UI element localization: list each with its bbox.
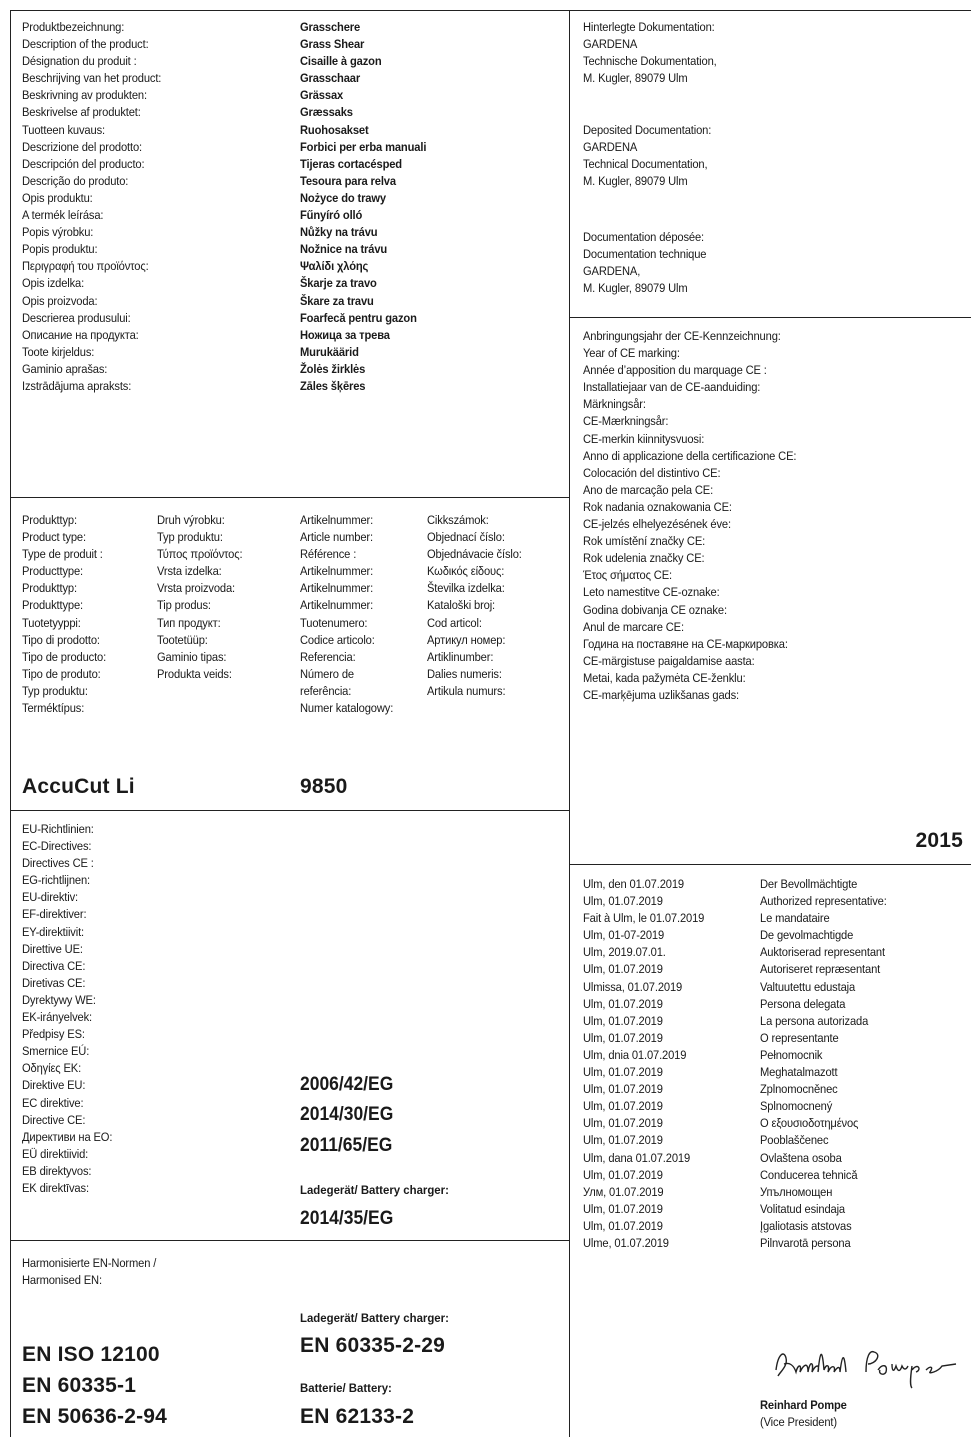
representative-line: Pełnomocnik [760,1047,823,1062]
date-line: Ulm, 01.07.2019 [583,1201,663,1216]
representative-line: Ovlaštena osoba [760,1150,842,1165]
article-label: Artikelnummer: [300,598,374,613]
representative-line: Ο εξουσιοδοτημένος [760,1116,859,1131]
type-label: Produkta veids: [157,666,232,681]
date-line: Ulm, dnia 01.07.2019 [583,1047,687,1062]
representative-line: Volitatud esindaja [760,1201,845,1216]
product-name: Foarfecă pentru gazon [300,310,417,325]
signature-dates [583,876,704,1252]
ce-year-label: CE-märgistuse paigaldamise aasta: [583,653,755,668]
documentation-line: Hinterlegte Dokumentation: [583,20,715,34]
product-label: Opis produktu: [22,190,93,205]
representative-line: Der Bevollmächtigte [760,877,858,891]
ce-year-label: Anbringungsjahr der CE-Kennzeichnung: [583,329,781,343]
left-top-border [10,10,569,11]
ce-year-label: Année d’apposition du marquage CE : [583,363,767,378]
product-name: Grasschaar [300,71,361,86]
type-label: Druh výrobku: [157,513,225,527]
date-line: Улм, 01.07.2019 [583,1184,664,1199]
type-label: Producttype: [22,564,83,579]
product-label: Descripción del producto: [22,156,145,171]
date-line: Ulm, 01.07.2019 [583,1030,663,1045]
product-name: Škarje za travo [300,276,377,291]
directive-label: EK-irányelvek: [22,1010,93,1025]
product-name: Nożyce do trawy [300,190,386,205]
documentation-line: Documentation déposée: [583,230,705,244]
divider-signature [569,864,971,865]
article-label: Artikelnummer: [300,581,374,596]
directive-label: EC-Directives: [22,839,92,854]
ce-year-label: CE-merkin kiinnitysvuosi: [583,431,705,446]
directive-label: EB direktyvos: [22,1163,92,1178]
signature-image [770,1342,960,1394]
product-label: Opis proizvoda: [22,293,98,308]
type-label: Typ produktu: [157,530,223,545]
article-label: Cikkszámok: [427,513,489,527]
documentation-line: GARDENA [583,37,638,52]
ce-year-label: Year of CE marking: [583,346,680,361]
product-label: Opis izdelka: [22,276,85,291]
directive-label: EF-direktiver: [22,907,87,922]
documentation-line: M. Kugler, 89079 Ulm [583,71,688,86]
product-label: Tuotteen kuvaus: [22,122,105,137]
ce-year-label: CE-marķējuma uzlikšanas gads: [583,687,739,702]
divider-product-type [10,497,569,498]
representative-line: Valtuutettu edustaja [760,979,856,994]
documentation-de [583,19,717,87]
directive-1: 2006/42/EG [300,1074,394,1095]
type-label: Tipo de producto: [22,649,107,664]
product-name: Ψαλίδι χλόης [300,259,369,274]
date-line: Ulm, 01.07.2019 [583,962,663,977]
product-label: A termék leírása: [22,208,104,223]
article-label: Tuotenumero: [300,615,368,630]
documentation-line: Technical Documentation, [583,157,708,172]
directive-label: EG-richtlijnen: [22,873,91,888]
standard-3: EN 50636-2-94 [22,1405,168,1428]
directive-label: Directives CE : [22,856,94,871]
signer-title: (Vice President) [760,1415,837,1429]
article-number-labels [300,512,393,717]
representative-line: Pilnvarotā persona [760,1235,851,1250]
product-name: Ножица за трева [300,327,390,342]
directive-labels [22,821,112,1197]
representative-line: Pooblaščenec [760,1133,829,1148]
standard-1: EN ISO 12100 [22,1343,160,1366]
date-line: Ulm, 01.07.2019 [583,1082,663,1097]
type-label: Тип продукт: [157,615,221,630]
article-label: Kataloški broj: [427,598,496,613]
directive-label: Dyrektywy WE: [22,992,96,1007]
representative-line: Упълномощен [760,1184,833,1199]
directive-label: EÜ direktiivid: [22,1146,89,1161]
center-divider [569,10,570,1437]
product-label: Beschrijving van het product: [22,71,162,86]
documentation-line: Technische Dokumentation, [583,54,717,69]
representative-line: O representante [760,1030,839,1045]
ce-year-label: Rok umístění značky CE: [583,534,706,549]
type-label: Type de produit : [22,547,103,562]
representative-line: Autoriseret repræsentant [760,962,881,977]
product-label: Toote kirjeldus: [22,344,95,359]
standard-2: EN 60335-1 [22,1374,137,1397]
directive-label: Directiva CE: [22,958,86,973]
article-number-labels-2 [427,512,522,700]
product-label: Produktbezeichnung: [22,20,125,34]
ce-year-label: Installatiejaar van de CE-aanduiding: [583,380,761,395]
product-label: Gaminio aprašas: [22,361,108,376]
product-names [300,19,426,395]
documentation-line: GARDENA, [583,264,641,279]
product-name: Græssaks [300,105,353,120]
product-name: Grässax [300,88,344,103]
type-label: Gaminio tipas: [157,649,227,664]
type-label: Tootetüüp: [157,632,208,647]
product-name: Murukäärid [300,344,359,359]
product-name: Forbici per erba manuali [300,139,427,154]
representative-line: Le mandataire [760,911,830,926]
battery-standard: EN 62133-2 [300,1405,415,1428]
ce-year-label: Metai, kada pažymėta CE-ženklu: [583,670,746,685]
article-label: Cod articol: [427,615,482,630]
date-line: Ulm, 01.07.2019 [583,1065,663,1080]
type-label: Typ produktu: [22,683,88,698]
type-label: Tip produs: [157,598,211,613]
date-line: Fait à Ulm, le 01.07.2019 [583,911,705,926]
date-line: Ulm, dana 01.07.2019 [583,1150,691,1165]
product-name: Tesoura para relva [300,173,396,188]
directive-label: Předpisy ES: [22,1027,85,1042]
type-label: Product type: [22,530,86,545]
type-label: Vrsta proizvoda: [157,581,236,596]
documentation-line: M. Kugler, 89079 Ulm [583,281,688,296]
battery-label: Batterie/ Battery: [300,1381,392,1395]
article-label: Objednávacie číslo: [427,547,522,562]
product-name: Grasschere [300,20,361,34]
date-line: Ulm, 01.07.2019 [583,1116,663,1131]
product-name: Tijeras cortacésped [300,156,402,171]
type-label: Tipo de produto: [22,666,101,681]
product-name: Škare za travu [300,293,374,308]
type-label: Produkttyp: [22,581,77,596]
representative-line: Auktoriserad representant [760,945,885,960]
directive-label: Директиви на ЕО: [22,1129,113,1144]
ce-year-label: Ano de marcação pela CE: [583,482,714,497]
article-label: Référence : [300,547,357,562]
product-label: Περιγραφή του προϊόντος: [22,259,149,274]
date-line: Ulm, 01-07-2019 [583,928,665,943]
product-label: Description of the product: [22,37,149,52]
divider-standards [10,1240,569,1241]
date-line: Ulm, 01.07.2019 [583,1013,663,1028]
date-line: Ulm, 01.07.2019 [583,894,663,909]
model-name: AccuCut Li [22,775,135,798]
product-name: Zāles šķēres [300,378,366,393]
representative-line: La persona autorizada [760,1013,869,1028]
date-line: Ulmissa, 01.07.2019 [583,979,683,994]
article-label: Objednací číslo: [427,530,505,545]
date-line: Ulm, 01.07.2019 [583,996,663,1011]
article-label: Dalies numeris: [427,666,502,681]
product-label: Beskrivning av produkten: [22,88,147,103]
ce-year-label: Colocación del distintivo CE: [583,465,721,480]
product-type-labels-2 [157,512,242,683]
representative-line: Zplnomocněnec [760,1082,838,1097]
documentation-fr [583,229,706,297]
representative-line: Įgaliotasis atstovas [760,1218,852,1233]
representative-line: Authorized representative: [760,894,887,909]
type-label: Τύπος προϊόντος: [157,547,243,562]
directive-label: Direktive EU: [22,1078,86,1093]
article-label: referência: [300,683,352,698]
article-number: 9850 [300,775,348,798]
ce-year-label: Godina dobivanja CE oznake: [583,602,727,617]
type-label: Terméktípus: [22,701,85,716]
product-label: Descrierea produsului: [22,310,131,325]
date-line: Ulm, 2019.07.01. [583,945,666,960]
date-line: Ulm, 01.07.2019 [583,1218,663,1233]
right-top-border [569,10,971,11]
article-label: Artikula numurs: [427,683,506,698]
ce-year-labels [583,328,796,704]
ce-year-label: Rok udelenia značky CE: [583,551,705,566]
product-name: Nůžky na trávu [300,225,378,240]
documentation-en [583,122,711,190]
directive-label: Diretivas CE: [22,975,86,990]
type-label: Vrsta izdelka: [157,564,222,579]
representative-line: Persona delegata [760,996,846,1011]
documentation-line: GARDENA [583,140,638,155]
documentation-line: M. Kugler, 89079 Ulm [583,174,688,189]
article-label: Número de [300,666,354,681]
representative-line: De gevolmachtigde [760,928,854,943]
divider-ce-year [569,317,971,318]
article-label: Article number: [300,530,373,545]
directive-2: 2014/30/EG [300,1104,394,1125]
charger-label-2: Ladegerät/ Battery charger: [300,1311,449,1325]
left-border [10,10,11,1437]
product-label: Descrição do produto: [22,173,129,188]
product-type-labels [22,512,106,717]
product-name: Cisaille à gazon [300,54,382,69]
product-description-labels [22,19,161,395]
product-label: Beskrivelse af produktet: [22,105,141,120]
product-label: Popis produktu: [22,242,98,257]
article-label: Artiklinumber: [427,649,494,664]
date-line: Ulm, 01.07.2019 [583,1099,663,1114]
directive-label: EC direktive: [22,1095,84,1110]
product-label: Désignation du produit : [22,54,137,69]
product-name: Fűnyíró olló [300,208,363,223]
type-label: Tipo di prodotto: [22,632,100,647]
directive-label: Direttive UE: [22,941,83,956]
representative-line: Splnomocnený [760,1099,833,1114]
type-label: Tuotetyyppi: [22,615,81,630]
directive-3: 2011/65/EG [300,1135,393,1156]
directive-label: Οδηγίες ΕΚ: [22,1061,82,1076]
product-label: Описание на продукта: [22,327,139,342]
ce-year-label: Märkningsår: [583,397,646,412]
harmonised-label-2: Harmonised EN: [22,1273,102,1287]
ce-year-label: Anno di applicazione della certificazione CE: [583,448,797,463]
date-line: Ulme, 01.07.2019 [583,1235,669,1250]
ce-year-label: CE-jelzés elhelyezésének éve: [583,517,731,532]
article-label: Codice articolo: [300,632,375,647]
ce-year-label: CE-Mærkningsår: [583,414,669,429]
directive-label: EY-direktiivit: [22,924,85,939]
signer-name: Reinhard Pompe [760,1398,847,1412]
directive-label: EU-direktiv: [22,890,79,905]
article-label: Артикул номер: [427,632,506,647]
directive-label: EK direktīvas: [22,1180,89,1195]
ce-year-label: Leto namestitve CE-oznake: [583,585,720,600]
ce-year-label: Anul de marcare CE: [583,619,684,634]
ce-year-label: Rok nadania oznakowania CE: [583,499,732,514]
product-name: Nožnice na trávu [300,242,388,257]
date-line: Ulm, 01.07.2019 [583,1133,663,1148]
article-label: Številka izdelka: [427,581,505,596]
article-label: Artikelnummer: [300,564,374,579]
authorized-representatives [760,876,887,1252]
date-line: Ulm, 01.07.2019 [583,1167,663,1182]
documentation-line: Documentation technique [583,247,707,262]
divider-directives [10,810,569,811]
ce-year: 2015 [915,829,963,852]
harmonised-label-1: Harmonisierte EN-Normen / [22,1256,157,1270]
directive-label: Smernice EÚ: [22,1044,90,1059]
product-name: Grass Shear [300,37,365,52]
charger-standard: EN 60335-2-29 [300,1334,446,1357]
ce-year-label: Година на поставяне на CE-маркировка: [583,636,788,651]
representative-line: Conducerea tehnică [760,1167,858,1182]
article-label: Κωδικός είδους: [427,564,505,579]
article-label: Numer katalogowy: [300,701,394,716]
directive-label: EU-Richtlinien: [22,822,94,836]
type-label: Produkttype: [22,598,83,613]
representative-line: Meghatalmazott [760,1065,838,1080]
product-name: Ruohosakset [300,122,369,137]
product-label: Descrizione del prodotto: [22,139,142,154]
product-label: Izstrādājuma apraksts: [22,378,132,393]
directive-label: Directive CE: [22,1112,86,1127]
product-label: Popis výrobku: [22,225,94,240]
ce-year-label: Έτος σήματος CE: [583,568,672,583]
documentation-line: Deposited Documentation: [583,123,712,137]
date-line: Ulm, den 01.07.2019 [583,877,684,891]
charger-label: Ladegerät/ Battery charger: [300,1183,449,1197]
product-name: Žolės žirklės [300,361,366,376]
article-label: Artikelnummer: [300,513,374,527]
type-label: Produkttyp: [22,513,77,527]
charger-directive: 2014/35/EG [300,1208,394,1229]
article-label: Referencia: [300,649,356,664]
